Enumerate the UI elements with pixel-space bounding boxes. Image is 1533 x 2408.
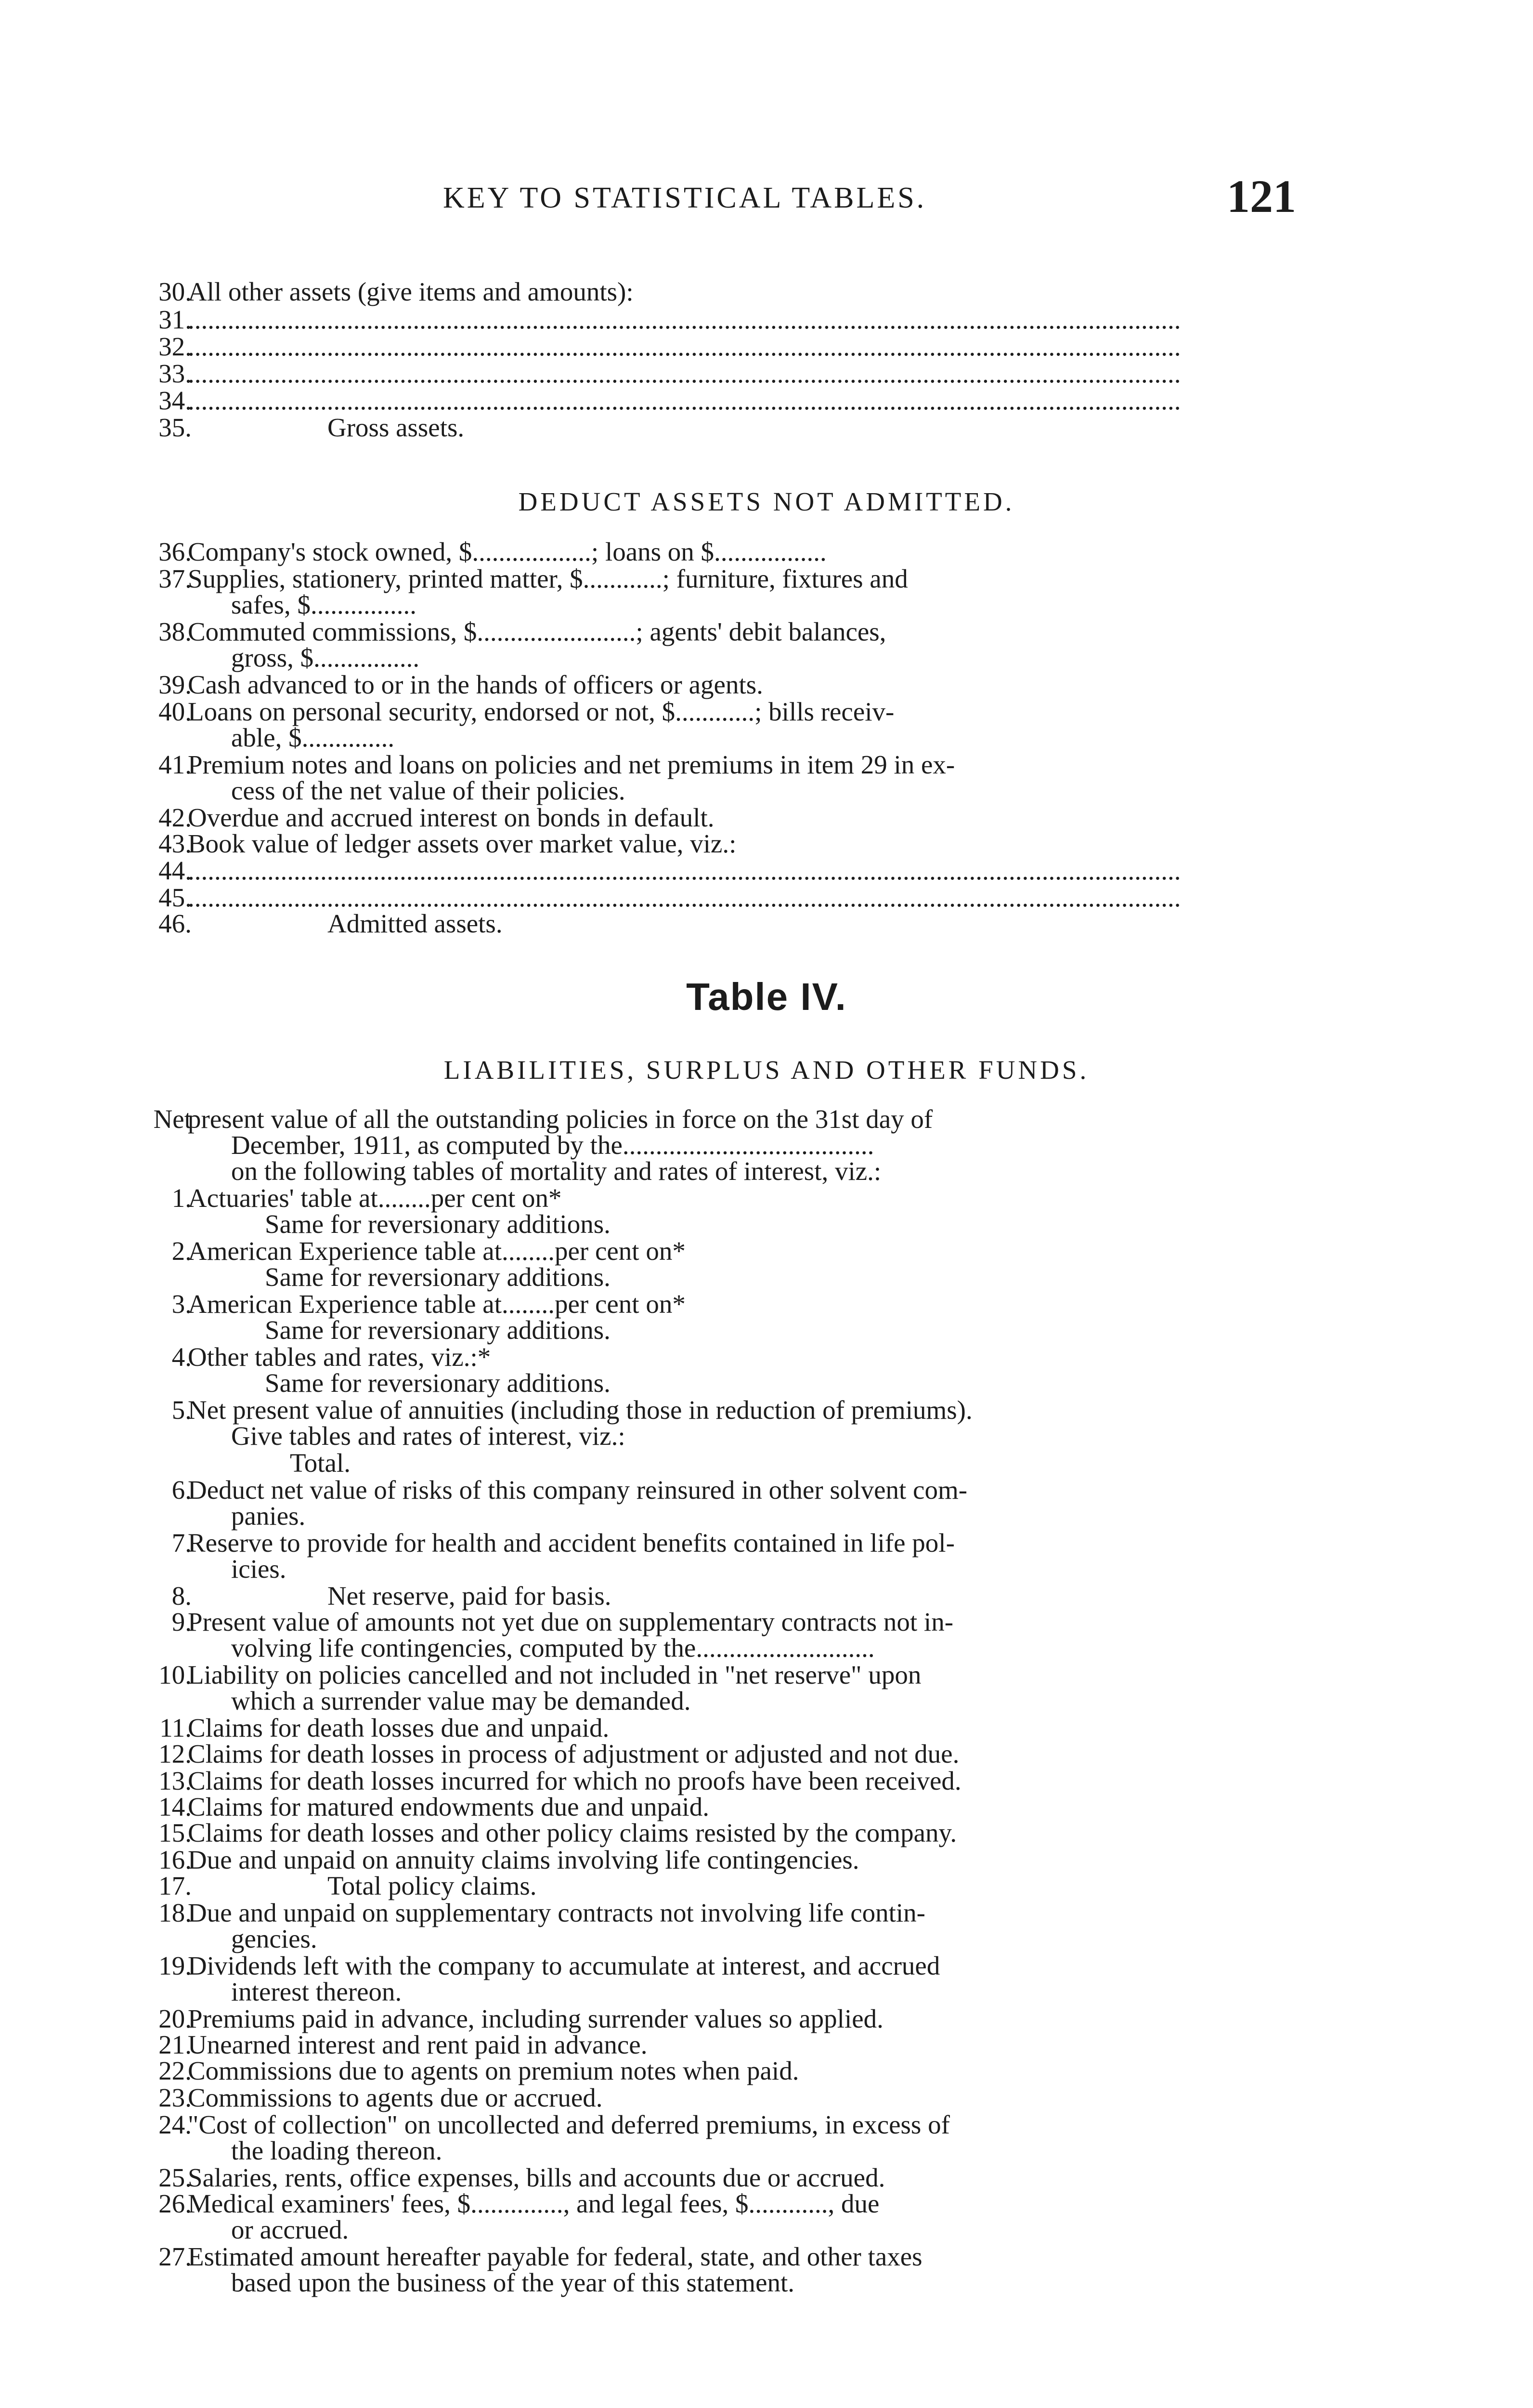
list-item-continuation	[120, 1315, 1281, 1345]
item-text: Same for reversionary additions.	[265, 1209, 611, 1239]
list-item	[120, 749, 1281, 779]
list-item	[120, 2241, 1281, 2271]
list-item	[120, 1395, 1281, 1425]
list-item-continuation	[120, 589, 1281, 619]
item-text: ......................................................................................................................................................	[188, 359, 1181, 388]
item-text: Company's stock owned, $..................; loans on $.................	[188, 537, 827, 566]
section-heading: DEDUCT ASSETS NOT ADMITTED.	[518, 487, 1015, 516]
list-item	[120, 2162, 1281, 2192]
item-number: 35.	[158, 413, 192, 442]
item-number: 17.	[158, 1871, 192, 1900]
list-item	[120, 1528, 1281, 1555]
item-text: Premium notes and loans on policies and net premiums in item 29 in ex-	[188, 750, 955, 779]
list-item-continuation	[120, 722, 1281, 752]
item-number: 1.	[171, 1183, 192, 1213]
item-text: Salaries, rents, office expenses, bills and accounts due or accrued.	[188, 2163, 885, 2192]
item-text: which a surrender value may be demanded.	[231, 1686, 691, 1715]
list-item	[120, 1342, 1281, 1372]
list-item	[120, 828, 1281, 858]
item-number: 30.	[158, 277, 192, 306]
item-text: Commissions due to agents on premium notes when paid.	[188, 2056, 799, 2085]
item-number: 7.	[171, 1528, 192, 1557]
item-text: Overdue and accrued interest on bonds in default.	[188, 803, 715, 832]
list-item	[120, 2055, 1281, 2085]
item-text: or accrued.	[231, 2215, 349, 2244]
list-item	[120, 1818, 1281, 1845]
item-number: 6.	[171, 1475, 192, 1505]
item-text: Medical examiners' fees, $.............., and legal fees, $............, due	[188, 2189, 880, 2218]
list-item	[120, 1739, 1281, 1766]
list-item	[120, 1845, 1281, 1874]
item-number: 38.	[158, 617, 192, 646]
list-item	[120, 1289, 1281, 1319]
item-number: 32.	[158, 332, 192, 361]
item-text: "Cost of collection" on uncollected and deferred premiums, in excess of	[188, 2110, 950, 2139]
item-number: 15.	[158, 1818, 192, 1847]
item-text: December, 1911, as computed by the......................................	[231, 1130, 874, 1160]
item-text: Cash advanced to or in the hands of officers or agents.	[188, 670, 763, 699]
item-text: volving life contingencies, computed by the...........................	[231, 1633, 875, 1662]
item-number: 2.	[171, 1236, 192, 1266]
item-text: Book value of ledger assets over market value, viz.:	[188, 829, 737, 858]
list-item-continuation	[120, 1554, 1281, 1584]
item-text: Deduct net value of risks of this company reinsured in other solvent com-	[188, 1475, 968, 1505]
item-text: Commissions to agents due or accrued.	[188, 2083, 603, 2112]
list-item	[120, 908, 1281, 938]
item-text: American Experience table at........per cent on*	[188, 1236, 686, 1266]
item-number: 4.	[171, 1342, 192, 1372]
item-text: based upon the business of the year of this statement.	[231, 2268, 795, 2297]
item-text: Supplies, stationery, printed matter, $............; furniture, fixtures and	[188, 564, 908, 593]
item-number: 20.	[158, 2004, 192, 2033]
list-item	[120, 855, 1281, 885]
item-text: icies.	[231, 1554, 286, 1584]
item-number: 12.	[158, 1739, 192, 1768]
item-number: 9.	[171, 1607, 192, 1636]
list-item	[120, 1713, 1281, 1740]
list-item	[120, 385, 1281, 415]
item-number: 19.	[158, 1951, 192, 1980]
item-number: 25.	[158, 2163, 192, 2192]
list-item	[120, 669, 1281, 699]
item-number: 37.	[158, 564, 192, 593]
list-item	[120, 412, 1281, 442]
list-item-continuation	[120, 642, 1281, 672]
item-text: interest thereon.	[231, 1977, 402, 2006]
list-item-continuation	[120, 775, 1281, 805]
item-text: cess of the net value of their policies.	[231, 776, 625, 805]
list-item	[120, 882, 1281, 912]
list-item	[120, 1792, 1281, 1819]
item-text: Same for reversionary additions.	[265, 1262, 611, 1292]
item-text: Total.	[290, 1448, 351, 1478]
item-text: Premiums paid in advance, including surrender values so applied.	[188, 2004, 883, 2033]
item-number: 10.	[158, 1660, 192, 1689]
list-item-continuation	[120, 1421, 1281, 1451]
item-number: 14.	[158, 1792, 192, 1821]
item-number: 44.	[158, 856, 192, 885]
item-number: 8.	[171, 1581, 192, 1610]
list-item-continuation	[120, 1209, 1281, 1239]
list-item-continuation	[120, 1501, 1281, 1531]
item-text: Net present value of annuities (including those in reduction of premiums).	[188, 1395, 973, 1425]
item-text: Net reserve, paid for basis.	[327, 1581, 611, 1610]
item-number: 18.	[158, 1898, 192, 1927]
item-text: Claims for death losses due and unpaid.	[188, 1713, 610, 1742]
item-number: 21.	[158, 2030, 192, 2059]
list-item	[120, 276, 1281, 306]
list-item	[120, 2188, 1281, 2218]
item-number: 22.	[158, 2056, 192, 2085]
list-item	[120, 563, 1281, 593]
list-item	[120, 1475, 1281, 1505]
list-item	[120, 1581, 1281, 1608]
item-text: Claims for death losses incurred for which no proofs have been received.	[188, 1766, 961, 1795]
item-text: safes, $................	[231, 590, 416, 619]
list-item	[120, 1898, 1281, 1927]
list-item-continuation	[120, 1686, 1281, 1713]
item-text: Dividends left with the company to accumulate at interest, and accrued	[188, 1951, 940, 1980]
item-text: panies.	[231, 1501, 306, 1531]
list-item	[120, 1236, 1281, 1266]
item-number: 46.	[158, 909, 192, 938]
item-text: ......................................................................................................................................................	[188, 305, 1181, 334]
list-item	[120, 304, 1281, 334]
item-text: able, $..............	[231, 723, 395, 752]
item-number: 26.	[158, 2189, 192, 2218]
list-item-continuation	[120, 2267, 1281, 2297]
item-number: 42.	[158, 803, 192, 832]
item-text: ......................................................................................................................................................	[188, 386, 1181, 415]
list-item	[120, 802, 1281, 832]
item-text: on the following tables of mortality and rates of interest, viz.:	[231, 1156, 882, 1186]
item-text: Claims for matured endowments due and unpaid.	[188, 1792, 709, 1821]
list-item	[120, 1950, 1281, 1980]
item-text: ......................................................................................................................................................	[188, 856, 1181, 885]
item-number: 27.	[158, 2242, 192, 2271]
item-text: Estimated amount hereafter payable for federal, state, and other taxes	[188, 2242, 922, 2271]
item-number: 23.	[158, 2083, 192, 2112]
page-number: 121	[1227, 170, 1296, 222]
list-item-continuation	[120, 1633, 1281, 1660]
item-number: 13.	[158, 1766, 192, 1795]
list-item	[120, 2109, 1281, 2139]
item-text: American Experience table at........per cent on*	[188, 1289, 686, 1319]
item-number: 11.	[159, 1713, 192, 1742]
item-text: Loans on personal security, endorsed or not, $............; bills receiv-	[188, 697, 895, 726]
list-item-continuation	[120, 2135, 1281, 2165]
item-number: 36.	[158, 537, 192, 566]
item-number: 5.	[171, 1395, 192, 1425]
item-text: gross, $................	[231, 643, 420, 672]
item-text: Admitted assets.	[327, 909, 503, 938]
section-heading: LIABILITIES, SURPLUS AND OTHER FUNDS.	[443, 1055, 1090, 1085]
item-text: Unearned interest and rent paid in advance.	[188, 2030, 648, 2059]
item-text: Other tables and rates, viz.:*	[188, 1342, 491, 1372]
list-item	[120, 1660, 1281, 1687]
item-text: Claims for death losses and other policy claims resisted by the company.	[188, 1818, 957, 1847]
item-text: ......................................................................................................................................................	[188, 883, 1181, 912]
list-item	[120, 2029, 1281, 2059]
item-text: present value of all the outstanding policies in force on the 31st day of	[188, 1104, 933, 1134]
item-text: Same for reversionary additions.	[265, 1368, 611, 1398]
item-text: Total policy claims.	[327, 1871, 537, 1900]
item-text: Reserve to provide for health and accident benefits contained in life pol-	[188, 1528, 955, 1557]
item-number: Net	[153, 1104, 192, 1134]
list-item	[120, 2003, 1281, 2033]
list-item-continuation	[120, 2214, 1281, 2244]
list-item-continuation	[120, 1924, 1281, 1953]
item-number: 3.	[171, 1289, 192, 1319]
running-head: KEY TO STATISTICAL TABLES.	[443, 182, 927, 214]
item-text: Liability on policies cancelled and not included in "net reserve" upon	[188, 1660, 922, 1689]
list-item	[120, 1766, 1281, 1793]
list-item	[120, 1104, 1281, 1134]
item-number: 31.	[158, 305, 192, 334]
item-text: Claims for death losses in process of adjustment or adjusted and not due.	[188, 1739, 960, 1768]
item-number: 41.	[158, 750, 192, 779]
item-text: Give tables and rates of interest, viz.:	[231, 1421, 625, 1451]
list-item-continuation	[120, 1976, 1281, 2006]
list-item	[120, 537, 1281, 566]
list-item	[120, 616, 1281, 646]
table-title: Table IV.	[686, 975, 847, 1018]
item-number: 39.	[158, 670, 192, 699]
item-text: Actuaries' table at........per cent on*	[188, 1183, 562, 1213]
list-item	[120, 2082, 1281, 2112]
item-text: gencies.	[231, 1924, 317, 1953]
list-item-continuation	[120, 1156, 1281, 1186]
list-item	[120, 1871, 1281, 1898]
list-item-continuation	[120, 1130, 1281, 1160]
list-item-continuation	[120, 1368, 1281, 1398]
item-number: 16.	[158, 1845, 192, 1874]
item-number: 34.	[158, 386, 192, 415]
item-number: 24.	[158, 2110, 192, 2139]
list-item	[120, 358, 1281, 388]
item-text: Commuted commissions, $........................; agents' debit balances,	[188, 617, 886, 646]
item-number: 33.	[158, 359, 192, 388]
item-text: All other assets (give items and amounts):	[188, 277, 634, 306]
item-text: the loading thereon.	[231, 2136, 442, 2165]
list-item	[120, 696, 1281, 726]
item-text: Present value of amounts not yet due on supplementary contracts not in-	[188, 1607, 954, 1636]
item-text: Due and unpaid on supplementary contracts not involving life contin-	[188, 1898, 925, 1927]
item-text: ......................................................................................................................................................	[188, 332, 1181, 361]
item-number: 43.	[158, 829, 192, 858]
item-number: 40.	[158, 697, 192, 726]
list-item	[120, 331, 1281, 361]
list-item-continuation	[120, 1448, 1281, 1478]
item-text: Gross assets.	[327, 413, 465, 442]
item-number: 45.	[158, 883, 192, 912]
list-item	[120, 1607, 1281, 1634]
item-text: Due and unpaid on annuity claims involving life contingencies.	[188, 1845, 859, 1874]
item-text: Same for reversionary additions.	[265, 1315, 611, 1345]
list-item-continuation	[120, 1262, 1281, 1292]
list-item	[120, 1183, 1281, 1213]
